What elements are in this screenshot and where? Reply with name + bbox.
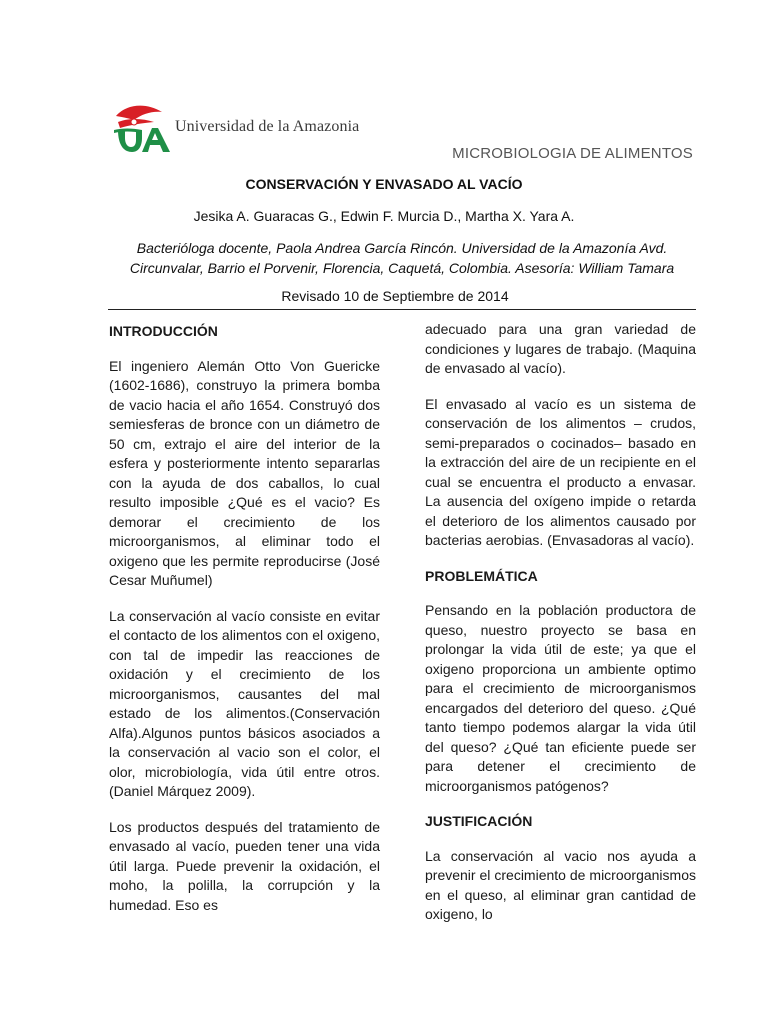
paper-title: CONSERVACIÓN Y ENVASADO AL VACÍO: [245, 176, 523, 192]
paragraph: El envasado al vacío es un sistema de conservación de los alimentos – crudos, semi-preparados o cocinados– basado en la extracción del aire de un recipiente en el cual se encuentra el producto a envasar. La ausencia del oxígeno impide o retarda el deterioro de los alimentos causado por bacterias aerobias. (Envasadoras al vacío).: [425, 395, 696, 548]
paragraph: El ingeniero Alemán Otto Von Guericke (1602-1686), construyo la primera bomba de vacio hacia el año 1654. Construyó dos semiesferas de bronce con un diámetro de 50 cm, extrajo el aire del interior de la esfera y posteriormente intento separarlas con la ayuda de dos caballos, lo cual resulto imposible ¿Qué es el vacio? Es demorar el crecimiento de los microorganismos, al eliminar todo el oxigeno que les permite reproducirse (José Cesar Muñumel): [109, 357, 380, 588]
paragraph: adecuado para una gran variedad de condiciones y lugares de trabajo. (Maquina de envasado al vacío).: [425, 321, 696, 376]
authors: Jesika A. Guaracas G., Edwin F. Murcia D., Martha X. Yara A.: [193, 208, 575, 224]
paragraph: La conservación al vacio nos ayuda a prevenir el crecimiento de microorganismos en el queso, al eliminar gran cantidad de oxigeno, lo: [425, 847, 696, 922]
course-name: MICROBIOLOGIA DE ALIMENTOS: [452, 145, 693, 162]
university-name: Universidad de la Amazonia: [175, 118, 360, 135]
right-column: [425, 322, 696, 941]
paragraph: Los productos después del tratamiento de envasado al vacío, pueden tener una vida útil larga. Puede prevenir la oxidación, el moho, la polilla, la corrupción y la humedad. Eso es: [109, 818, 380, 913]
problem-heading: PROBLEMÁTICA: [425, 567, 538, 584]
introduction-heading: INTRODUCCIÓN: [109, 323, 218, 339]
paragraph: Pensando en la población productora de queso, nuestro proyecto se basa en prolongar la vida útil de este; ya que el oxigeno proporciona un ambiente optimo para el crecimiento de microorganismos encargados del deterioro del queso. ¿Qué tanto tiempo podemos alargar la vida útil del queso? ¿Qué tan eficiente puede ser para detener el crecimiento de microorganismos patógenos?: [425, 602, 696, 794]
affiliation: Bacterióloga docente, Paola Andrea García Rincón. Universidad de la Amazonía Avd. Circunvalar, Barrio el Porvenir, Florencia, Caquetá, Colombia. Asesoría: William Tamara: [129, 240, 675, 276]
toucan-logo-icon: [112, 102, 172, 158]
justification-heading: JUSTIFICACIÓN: [425, 813, 533, 829]
paragraph: La conservación al vacío consiste en evitar el contacto de los alimentos con el oxigeno, con tal de impedir las reacciones de oxidación y el crecimiento de los microorganismos, causantes del mal estado de los alimentos.(Conservación Alfa).Algunos puntos básicos asociados a la conservación al vacio son el color, el olor, microbiología, vida útil entre otros. (Daniel Márquez 2009).: [109, 607, 380, 799]
header-divider: [108, 309, 696, 310]
university-logo: [112, 102, 359, 158]
left-column: [109, 322, 380, 931]
revised-date: Revisado 10 de Septiembre de 2014: [281, 288, 509, 304]
